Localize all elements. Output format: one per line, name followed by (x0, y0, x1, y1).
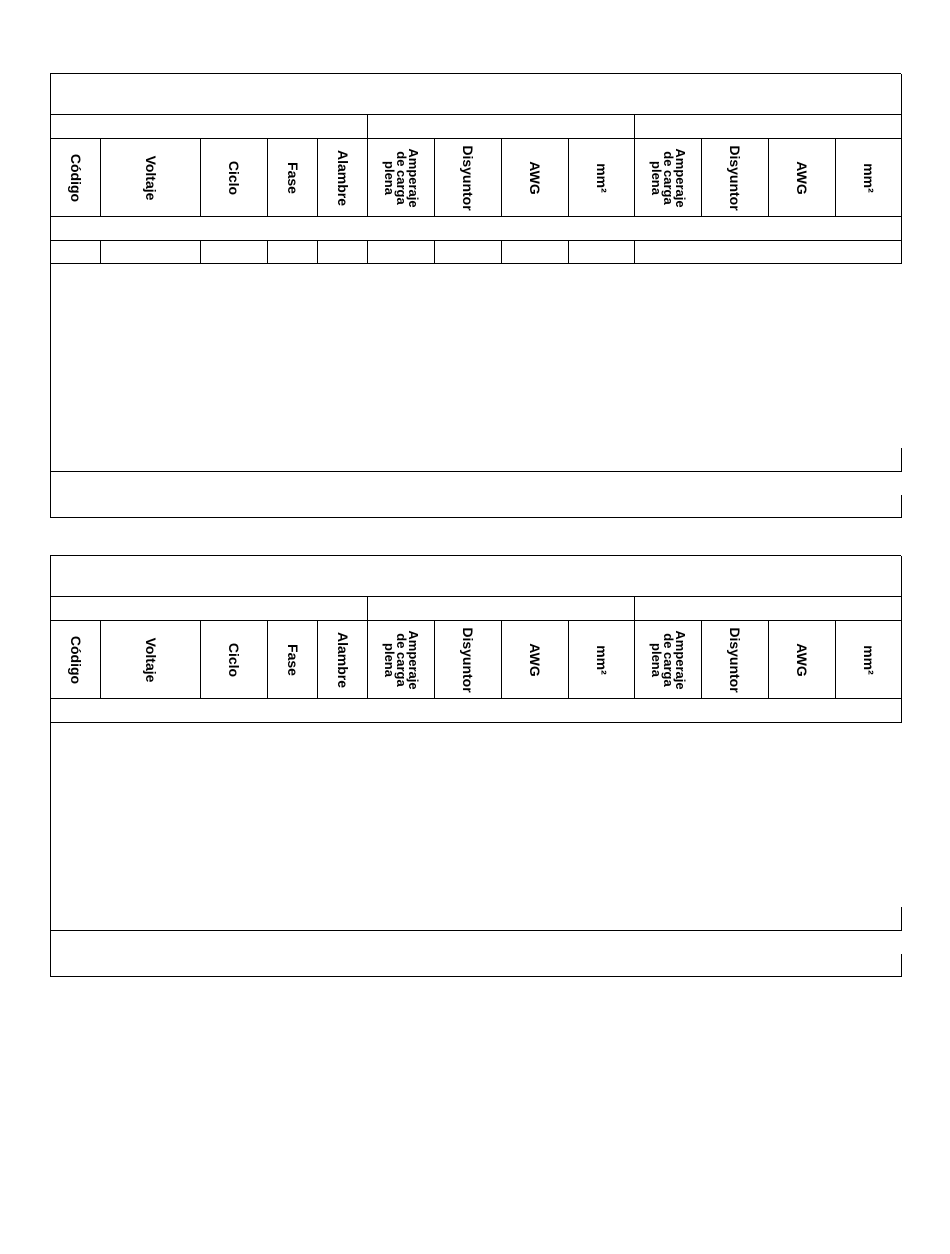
table-cell (502, 792, 569, 815)
table-cell (101, 746, 201, 769)
col-header-amperaje: Amperaje de carga plena (368, 621, 435, 699)
table-cell (502, 356, 569, 379)
table-cell (435, 838, 502, 861)
table-cell (201, 425, 268, 448)
table-cell (268, 333, 318, 356)
table-cell (769, 356, 836, 379)
table-cell (836, 815, 902, 838)
table-cell (51, 402, 101, 425)
table-cell (502, 472, 569, 495)
table-cell (268, 769, 318, 792)
table-title-row (51, 74, 902, 115)
table-cell (268, 838, 318, 861)
table-cell (201, 264, 268, 287)
table-cell (836, 723, 902, 746)
table-cell (702, 356, 769, 379)
table-cell (569, 425, 635, 448)
wiring-table-2 (50, 555, 901, 977)
table-cell (435, 815, 502, 838)
col-header-disyuntor: Disyuntor (702, 139, 769, 217)
table-cell (318, 310, 368, 333)
table-cell (51, 931, 101, 954)
table-cell (502, 884, 569, 907)
table-cell (368, 379, 435, 402)
table-cell (569, 287, 635, 310)
col-header-voltaje: Voltaje (101, 139, 201, 217)
col-header-amperaje: Amperaje de carga plena (635, 139, 702, 217)
table-cell (502, 861, 569, 884)
table-cell (502, 241, 569, 264)
table-cell (51, 241, 101, 264)
table-cell (51, 287, 101, 310)
table-cell (836, 746, 902, 769)
table-cell (502, 287, 569, 310)
table-cell (836, 310, 902, 333)
table-cell (435, 241, 502, 264)
table-cell (569, 472, 635, 495)
table-cell (318, 402, 368, 425)
table-cell (101, 333, 201, 356)
table-cell (435, 723, 502, 746)
table-cell (769, 815, 836, 838)
table-cell (268, 931, 318, 954)
table-cell (569, 264, 635, 287)
table-cell (569, 746, 635, 769)
table-cell (318, 264, 368, 287)
table-cell (502, 264, 569, 287)
table-cell (51, 769, 101, 792)
table-cell (368, 264, 435, 287)
col-header-voltaje: Voltaje (101, 621, 201, 699)
table-cell (702, 931, 769, 954)
table-cell (101, 425, 201, 448)
table-cell (502, 815, 569, 838)
table-cell (435, 861, 502, 884)
table-cell (51, 861, 101, 884)
table-cell (702, 792, 769, 815)
col-header-mm2: mm² (569, 621, 635, 699)
table-cell (101, 264, 201, 287)
table-cell (368, 310, 435, 333)
table-cell (268, 241, 318, 264)
table-cell (569, 379, 635, 402)
table-cell (569, 333, 635, 356)
table-cell (101, 792, 201, 815)
table-cell (569, 723, 635, 746)
col-header-codigo: Código (51, 621, 101, 699)
col-header-fase: Fase (268, 139, 318, 217)
section-row (51, 699, 902, 723)
table-cell-merged (635, 241, 902, 264)
table-cell (318, 792, 368, 815)
table-cell (101, 310, 201, 333)
table-cell (201, 931, 268, 954)
table-cell (836, 264, 902, 287)
table-cell (268, 379, 318, 402)
table-cell (101, 723, 201, 746)
table-cell (702, 287, 769, 310)
table-cell (769, 310, 836, 333)
table-cell (268, 861, 318, 884)
table-title-row (51, 556, 902, 597)
table-cell (769, 838, 836, 861)
table-cell (569, 884, 635, 907)
footer-row (51, 495, 902, 518)
table-cell (635, 356, 702, 379)
table-cell (836, 861, 902, 884)
table-cell (368, 769, 435, 792)
table-cell (435, 333, 502, 356)
group-header-unit (51, 115, 368, 139)
col-header-awg: AWG (769, 139, 836, 217)
table-cell (569, 356, 635, 379)
table-cell (769, 402, 836, 425)
table-cell (702, 815, 769, 838)
table-cell (318, 815, 368, 838)
table-cell (268, 472, 318, 495)
table-cell (635, 310, 702, 333)
table-cell (769, 746, 836, 769)
table-cell (836, 769, 902, 792)
wiring-table-1 (50, 73, 901, 518)
table-cell (51, 815, 101, 838)
table-cell (702, 425, 769, 448)
col-header-mm2: mm² (836, 621, 902, 699)
table-cell (268, 310, 318, 333)
table-cell (435, 425, 502, 448)
table-cell (702, 333, 769, 356)
col-header-alambre: Alambre (318, 621, 368, 699)
table-cell (368, 861, 435, 884)
table-cell (502, 402, 569, 425)
table-cell (769, 723, 836, 746)
table-cell (268, 287, 318, 310)
table-cell (51, 310, 101, 333)
table-cell (101, 769, 201, 792)
group-header-copper (368, 115, 635, 139)
table-cell (101, 379, 201, 402)
col-header-amperaje: Amperaje de carga plena (368, 139, 435, 217)
table-cell (268, 746, 318, 769)
table-cell (318, 333, 368, 356)
table-cell (502, 310, 569, 333)
group-header-unit (51, 597, 368, 621)
table-cell (702, 264, 769, 287)
table-cell (51, 333, 101, 356)
table-cell (201, 333, 268, 356)
table-cell (268, 723, 318, 746)
table-cell (318, 472, 368, 495)
table-cell (368, 746, 435, 769)
table-cell (435, 402, 502, 425)
section-row (51, 448, 902, 472)
table-cell (268, 815, 318, 838)
table-cell (635, 333, 702, 356)
table-cell (435, 931, 502, 954)
table-cell (368, 402, 435, 425)
table-cell (368, 472, 435, 495)
table-cell (635, 815, 702, 838)
col-header-amperaje: Amperaje de carga plena (635, 621, 702, 699)
table-cell (435, 264, 502, 287)
table-cell (769, 379, 836, 402)
table-cell (51, 746, 101, 769)
table-cell (435, 356, 502, 379)
table-cell (836, 472, 902, 495)
table-cell (836, 402, 902, 425)
table-cell (502, 769, 569, 792)
col-header-codigo: Código (51, 139, 101, 217)
table-cell (635, 931, 702, 954)
table-cell (318, 746, 368, 769)
table-cell (201, 815, 268, 838)
table-cell (635, 379, 702, 402)
table-cell (368, 425, 435, 448)
col-header-mm2: mm² (569, 139, 635, 217)
table-cell (569, 792, 635, 815)
table-cell (318, 884, 368, 907)
table-cell (769, 472, 836, 495)
table-cell (268, 356, 318, 379)
col-header-disyuntor: Disyuntor (702, 621, 769, 699)
col-header-awg: AWG (769, 621, 836, 699)
table-cell (569, 861, 635, 884)
table-cell (769, 264, 836, 287)
table-cell (368, 792, 435, 815)
table-cell (569, 838, 635, 861)
col-header-ciclo: Ciclo (201, 139, 268, 217)
table-cell (836, 379, 902, 402)
table-cell (569, 402, 635, 425)
table-cell (201, 884, 268, 907)
table-cell (769, 792, 836, 815)
table-cell (318, 838, 368, 861)
table-cell (502, 333, 569, 356)
table-cell (268, 792, 318, 815)
table-cell (368, 333, 435, 356)
table-cell (101, 356, 201, 379)
table-cell (101, 287, 201, 310)
table-cell (368, 931, 435, 954)
table-cell (101, 838, 201, 861)
table-cell (635, 723, 702, 746)
table-cell (702, 379, 769, 402)
col-header-fase: Fase (268, 621, 318, 699)
table-cell (51, 884, 101, 907)
table-cell (569, 769, 635, 792)
table-cell (769, 884, 836, 907)
table-cell (836, 356, 902, 379)
col-header-awg: AWG (502, 139, 569, 217)
table-cell (51, 425, 101, 448)
section-row (51, 907, 902, 931)
table-cell (318, 379, 368, 402)
table-cell (702, 310, 769, 333)
group-header-copper (368, 597, 635, 621)
table-cell (201, 861, 268, 884)
table-cell (268, 425, 318, 448)
table-cell (502, 746, 569, 769)
table-cell (201, 379, 268, 402)
table-cell (502, 723, 569, 746)
table-cell (502, 425, 569, 448)
table-cell (51, 264, 101, 287)
table-cell (769, 931, 836, 954)
table-cell (51, 379, 101, 402)
table-cell (368, 241, 435, 264)
table-cell (769, 287, 836, 310)
col-header-disyuntor: Disyuntor (435, 621, 502, 699)
table-cell (836, 931, 902, 954)
table-cell (836, 287, 902, 310)
table-cell (435, 792, 502, 815)
footer-row (51, 954, 902, 977)
table-cell (101, 931, 201, 954)
table-cell (201, 472, 268, 495)
table-cell (201, 769, 268, 792)
table-cell (769, 333, 836, 356)
table-cell (502, 931, 569, 954)
table-cell (502, 838, 569, 861)
table-cell (435, 472, 502, 495)
table-cell (101, 884, 201, 907)
table-cell (368, 815, 435, 838)
table-cell (201, 356, 268, 379)
table-cell (635, 402, 702, 425)
table-cell (101, 402, 201, 425)
table-cell (635, 264, 702, 287)
table-cell (769, 861, 836, 884)
col-header-disyuntor: Disyuntor (435, 139, 502, 217)
table-cell (702, 746, 769, 769)
table-cell (368, 287, 435, 310)
table-cell (435, 310, 502, 333)
table-cell (635, 287, 702, 310)
table-cell (318, 723, 368, 746)
col-header-ciclo: Ciclo (201, 621, 268, 699)
table-cell (702, 723, 769, 746)
table-cell (435, 746, 502, 769)
table-cell (51, 356, 101, 379)
table-cell (569, 931, 635, 954)
table-cell (51, 838, 101, 861)
table-cell (702, 884, 769, 907)
table-cell (569, 815, 635, 838)
table-cell (101, 241, 201, 264)
table-cell (435, 769, 502, 792)
table-cell (318, 287, 368, 310)
table-cell (368, 356, 435, 379)
group-header-aluminum (635, 597, 902, 621)
table-cell (201, 310, 268, 333)
table-cell (318, 356, 368, 379)
table-cell (569, 310, 635, 333)
table-cell (268, 884, 318, 907)
table-cell (101, 815, 201, 838)
col-header-mm2: mm² (836, 139, 902, 217)
table-cell (502, 379, 569, 402)
table-cell (702, 402, 769, 425)
table-cell (435, 884, 502, 907)
section-row (51, 217, 902, 241)
table-cell (51, 472, 101, 495)
table-cell (635, 746, 702, 769)
table-cell (836, 792, 902, 815)
table-cell (368, 723, 435, 746)
table-cell (635, 425, 702, 448)
table-cell (201, 402, 268, 425)
table-cell (769, 769, 836, 792)
table-cell (201, 792, 268, 815)
table-cell (635, 769, 702, 792)
table-cell (318, 769, 368, 792)
table-cell (51, 723, 101, 746)
table-cell (435, 287, 502, 310)
table-cell (569, 241, 635, 264)
group-header-aluminum (635, 115, 902, 139)
table-cell (201, 723, 268, 746)
col-header-awg: AWG (502, 621, 569, 699)
table-cell (635, 884, 702, 907)
table-cell (635, 861, 702, 884)
table-cell (836, 425, 902, 448)
table-cell (318, 241, 368, 264)
table-cell (836, 838, 902, 861)
table-cell (702, 861, 769, 884)
table-cell (318, 861, 368, 884)
table-cell (101, 472, 201, 495)
table-cell (201, 838, 268, 861)
table-cell (836, 884, 902, 907)
col-header-alambre: Alambre (318, 139, 368, 217)
table-cell (368, 884, 435, 907)
table-cell (635, 838, 702, 861)
table-cell (201, 287, 268, 310)
table-cell (635, 792, 702, 815)
table-cell (101, 861, 201, 884)
table-cell (268, 264, 318, 287)
table-cell (702, 769, 769, 792)
table-cell (318, 931, 368, 954)
table-cell (201, 241, 268, 264)
table-cell (769, 425, 836, 448)
table-cell (702, 838, 769, 861)
table-cell (702, 472, 769, 495)
table-cell (836, 333, 902, 356)
table-cell (268, 402, 318, 425)
table-cell (635, 472, 702, 495)
table-cell (201, 746, 268, 769)
table-cell (368, 838, 435, 861)
table-cell (318, 425, 368, 448)
table-cell (435, 379, 502, 402)
table-cell (51, 792, 101, 815)
